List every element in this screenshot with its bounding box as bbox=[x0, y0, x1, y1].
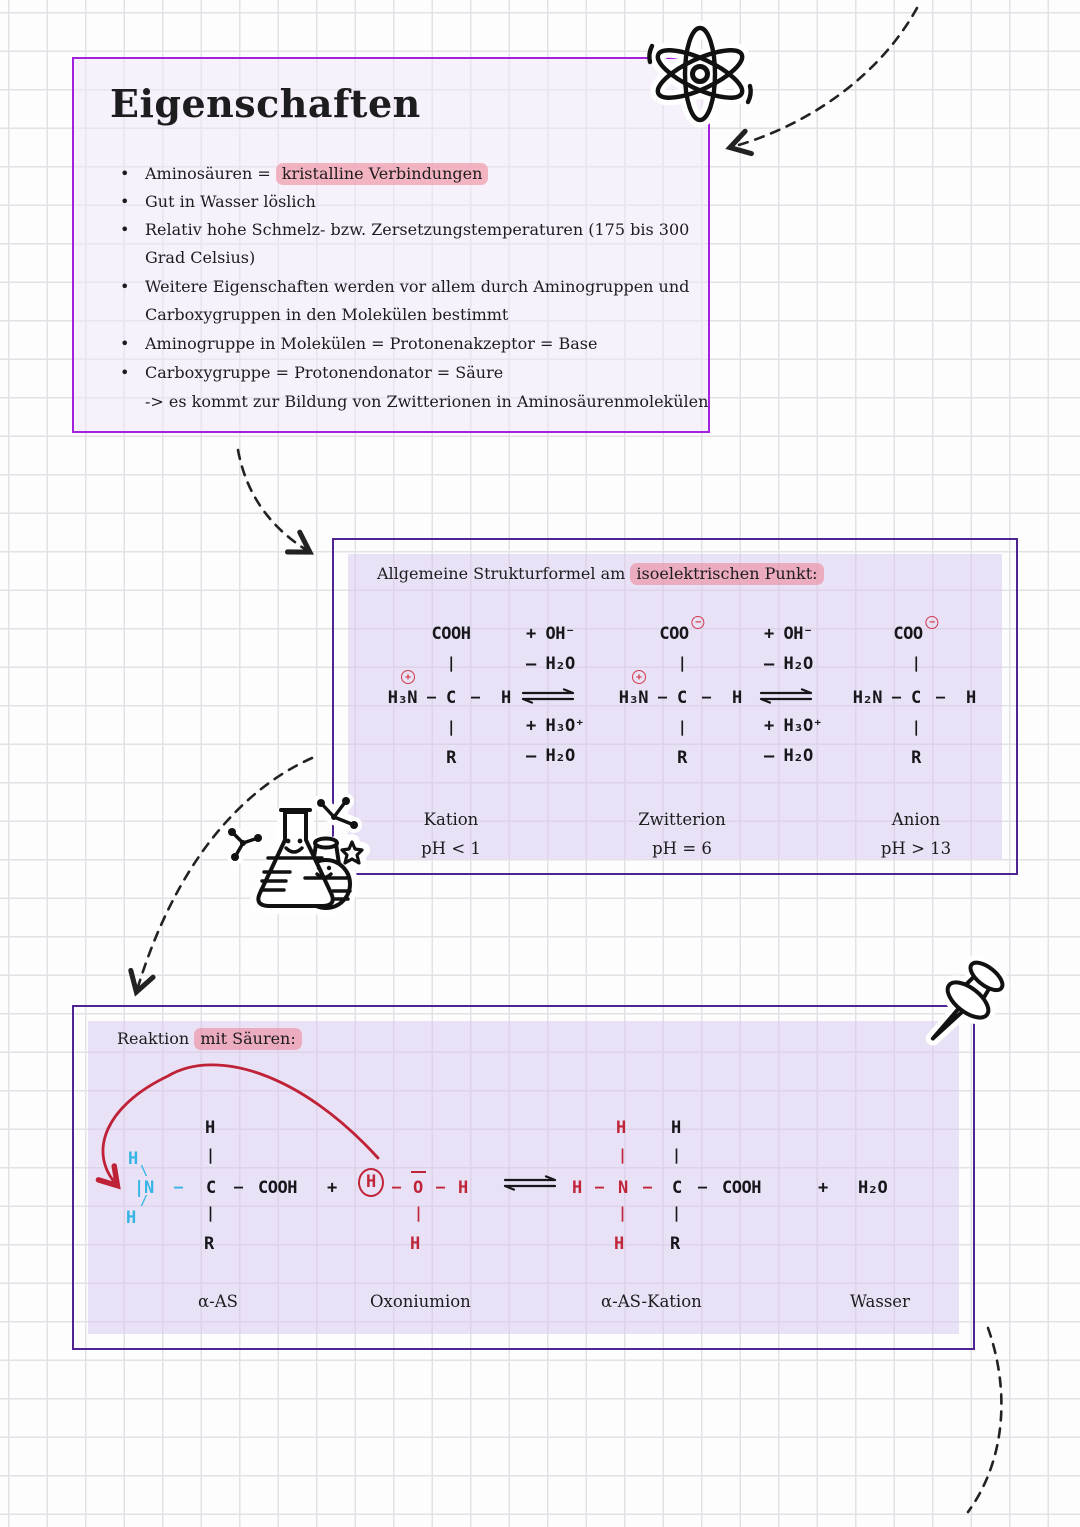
bond: | bbox=[618, 1204, 627, 1222]
alpha-carbon: C bbox=[446, 688, 456, 708]
n-atom: N bbox=[618, 1178, 628, 1198]
bond: – bbox=[471, 688, 480, 706]
bullet-dot: • bbox=[120, 220, 130, 239]
bond: – bbox=[702, 688, 711, 706]
carboxy-group: COOH bbox=[258, 1178, 297, 1198]
bond: \ bbox=[140, 1164, 148, 1179]
carboxy-group: COOH bbox=[722, 1178, 761, 1198]
bond: – bbox=[234, 1178, 243, 1196]
bond: | bbox=[414, 1204, 423, 1222]
species-label: Oxoniumion bbox=[370, 1292, 471, 1311]
bullet-item: • Carboxygruppe = Protonendonator = Säure bbox=[120, 363, 504, 382]
bond: – bbox=[936, 688, 945, 706]
alpha-carbon: C bbox=[911, 688, 921, 708]
bullet-item-continuation: Carboxygruppen in den Molekülen bestimmt bbox=[145, 305, 509, 324]
h-atom: H bbox=[501, 688, 511, 708]
bullet-item: • Aminogruppe in Molekülen = Protonenakzeptor = Base bbox=[120, 334, 598, 353]
dashed-curve-bottom-right bbox=[968, 1328, 1001, 1512]
structure-name: Kation bbox=[423, 810, 479, 829]
circled-proton: H bbox=[358, 1168, 384, 1197]
h-atom: H bbox=[966, 688, 976, 708]
bond: | bbox=[677, 654, 687, 672]
highlighted-text: mit Säuren: bbox=[194, 1028, 301, 1050]
plus-sign: + bbox=[818, 1178, 828, 1198]
carboxy-group: COO − bbox=[893, 624, 938, 644]
charge-minus-icon: − bbox=[692, 616, 705, 629]
card3-title: Reaktion mit Säuren: bbox=[117, 1029, 302, 1048]
structural-formula-card bbox=[332, 538, 1018, 875]
h-atom: H bbox=[732, 688, 742, 708]
o-atom: O bbox=[413, 1178, 423, 1198]
h-atom: H bbox=[126, 1208, 136, 1228]
bullet-dot: • bbox=[120, 363, 130, 382]
bullet-dot: • bbox=[120, 192, 130, 211]
species-label: α-AS-Kation bbox=[601, 1292, 702, 1311]
bond: – bbox=[595, 1178, 604, 1196]
amino-group: H₂N bbox=[852, 688, 882, 708]
bullet-item: • Gut in Wasser löslich bbox=[120, 192, 316, 211]
plus-sign: + bbox=[327, 1178, 337, 1198]
bond: | bbox=[206, 1146, 215, 1164]
rest-group: R bbox=[670, 1234, 680, 1254]
bond: | bbox=[618, 1146, 627, 1164]
bullet-item-continuation: -> es kommt zur Bildung von Zwitterionen in Aminosäurenmolekülen bbox=[145, 392, 709, 411]
bullet-item: • Weitere Eigenschaften werden vor allem durch Aminogruppen und bbox=[120, 277, 690, 296]
bond: | bbox=[677, 718, 687, 736]
bond: / bbox=[140, 1194, 148, 1209]
species-label: Wasser bbox=[850, 1292, 910, 1311]
structure-zwitterion bbox=[590, 617, 774, 869]
alpha-carbon: C bbox=[672, 1178, 682, 1198]
bullet-item: • Aminosäuren = kristalline Verbindungen bbox=[120, 164, 488, 183]
structure-name: Zwitterion bbox=[638, 810, 726, 829]
h-atom: H bbox=[572, 1178, 582, 1198]
structure-name: Anion bbox=[891, 810, 941, 829]
n-atom: N bbox=[144, 1178, 154, 1198]
amino-group: H₃N bbox=[618, 688, 648, 708]
water-molecule: H₂O bbox=[858, 1178, 888, 1198]
h-atom: H bbox=[458, 1178, 468, 1198]
bond: – bbox=[436, 1178, 445, 1196]
dashed-arrow-card1-to-card2 bbox=[238, 450, 308, 551]
bullet-dot: • bbox=[120, 164, 130, 183]
highlighted-text: kristalline Verbindungen bbox=[276, 163, 489, 185]
bond: – bbox=[698, 1178, 707, 1196]
species-label: α-AS bbox=[198, 1292, 238, 1311]
bond: – bbox=[892, 688, 901, 706]
bond: | bbox=[446, 654, 456, 672]
alpha-carbon: C bbox=[677, 688, 687, 708]
bullet-item-continuation: Grad Celsius) bbox=[145, 248, 256, 267]
equilibrium-arrows-icon bbox=[758, 688, 814, 704]
h-atom: H bbox=[410, 1234, 420, 1254]
ph-value: pH = 6 bbox=[652, 839, 712, 858]
equilibrium-arrows-icon bbox=[502, 1175, 558, 1191]
amino-group: H₃N bbox=[387, 688, 417, 708]
carboxy-group: COOH bbox=[431, 624, 471, 644]
bond: | bbox=[206, 1204, 215, 1222]
equilibrium-arrows-icon bbox=[520, 688, 576, 704]
bond: – bbox=[174, 1178, 183, 1196]
bullet-dot: • bbox=[120, 334, 130, 353]
dashed-arrow-card2-to-card3 bbox=[137, 758, 312, 990]
bullet-item: • Relativ hohe Schmelz- bzw. Zersetzungstemperaturen (175 bis 300 bbox=[120, 220, 690, 239]
charge-plus-icon: + bbox=[401, 670, 415, 684]
highlighted-text: isoelektrischen Punkt: bbox=[630, 563, 823, 585]
h-atom: H bbox=[616, 1118, 626, 1138]
carboxy-group: COO − bbox=[659, 624, 704, 644]
bond: – bbox=[643, 1178, 652, 1196]
h-atom: H bbox=[205, 1118, 215, 1138]
properties-card bbox=[72, 57, 710, 433]
ph-value: pH > 13 bbox=[880, 839, 952, 858]
bond: | bbox=[911, 654, 921, 672]
equilibrium-conditions: + OH⁻ – H₂O + H₃O⁺ – H₂O bbox=[758, 624, 888, 784]
bond: | bbox=[446, 718, 456, 736]
structure-kation bbox=[359, 624, 543, 869]
bond: | bbox=[672, 1146, 681, 1164]
h-atom: H bbox=[671, 1118, 681, 1138]
bond: – bbox=[427, 688, 436, 706]
dashed-arrow-top-right bbox=[732, 8, 917, 147]
bond: | bbox=[911, 718, 921, 736]
bond: | bbox=[672, 1204, 681, 1222]
bullet-dot: • bbox=[120, 277, 130, 296]
card2-title: Allgemeine Strukturformel am isoelektrischen Punkt: bbox=[377, 564, 824, 583]
charge-minus-icon: − bbox=[926, 616, 939, 629]
acid-reaction-card bbox=[72, 1005, 975, 1350]
h-atom: H bbox=[614, 1234, 624, 1254]
rest-group: R bbox=[911, 748, 921, 768]
rest-group: R bbox=[677, 748, 687, 768]
lone-pair-bar bbox=[411, 1171, 426, 1173]
charge-plus-icon: + bbox=[632, 670, 646, 684]
rest-group: R bbox=[204, 1234, 214, 1254]
alpha-carbon: C bbox=[206, 1178, 216, 1198]
bond: – bbox=[392, 1178, 401, 1196]
ph-value: pH < 1 bbox=[421, 839, 481, 858]
structure-anion bbox=[824, 617, 1008, 869]
h-atom: H bbox=[128, 1149, 138, 1169]
page-title: Eigenschaften bbox=[110, 81, 421, 126]
equilibrium-conditions: + OH⁻ – H₂O + H₃O⁺ – H₂O bbox=[520, 624, 650, 784]
lone-pair: | bbox=[134, 1178, 144, 1198]
bond: – bbox=[658, 688, 667, 706]
rest-group: R bbox=[446, 748, 456, 768]
